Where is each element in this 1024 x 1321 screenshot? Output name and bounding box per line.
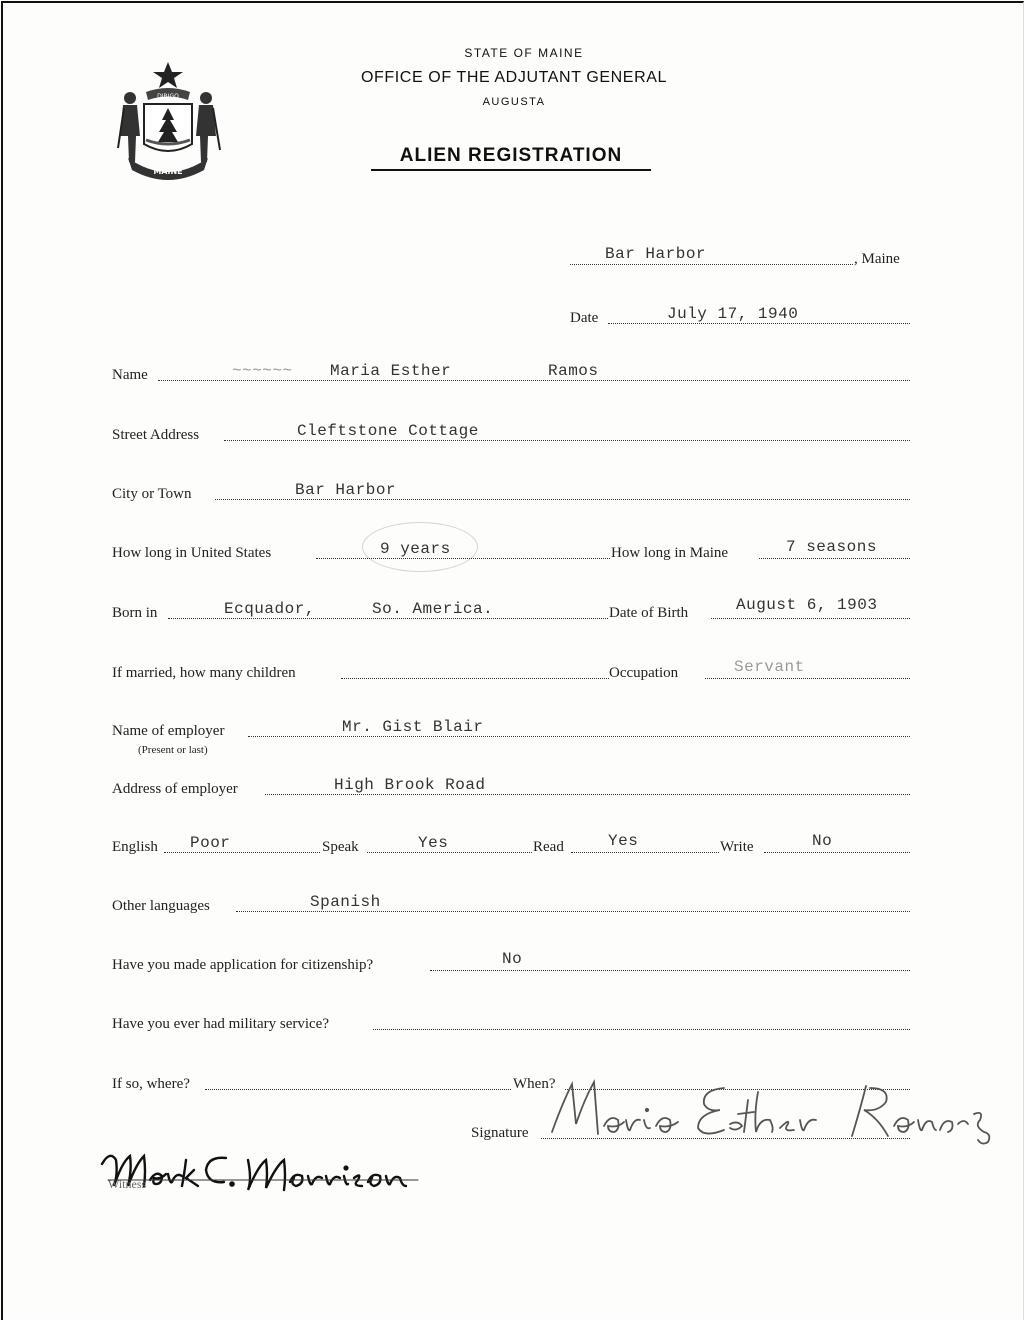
read-value: Yes [608,832,639,850]
english-row [112,826,910,856]
english-value: Poor [190,834,231,852]
how-long-us-value: 9 years [380,540,451,558]
name-row [112,354,910,384]
surname-value: Ramos [548,362,599,380]
employer-sublabel: (Present or last) [138,744,208,756]
employer-address-label: Address of employer [112,781,238,797]
witness-label: Witness [108,1177,147,1191]
occupation-value: Servant [734,658,805,676]
speak-value: Yes [418,834,449,852]
city-row [112,473,910,503]
dob-value: August 6, 1903 [736,596,878,614]
employer-address-value: High Brook Road [334,776,486,794]
write-label: Write [720,839,754,855]
svg-text:DIRIGO: DIRIGO [157,93,179,100]
name-value: Maria Esther [330,362,452,380]
citizenship-label: Have you made application for citizenship? [112,957,374,973]
children-label: If married, how many children [112,665,296,681]
employer-row [112,710,910,756]
occupation-label: Occupation [609,665,679,681]
name-label: Name [112,367,148,383]
street-value: Cleftstone Cottage [297,422,479,440]
header-state: STATE OF MAINE [464,46,584,60]
form-title: ALIEN REGISTRATION [371,145,651,171]
speak-label: Speak [322,839,359,855]
street-label: Street Address [112,427,200,443]
birth-row [112,592,910,622]
location-suffix: , Maine [854,251,900,267]
children-row [112,652,910,682]
born-in-value-region: So. America. [372,600,494,618]
write-value: No [812,832,833,850]
other-languages-value: Spanish [310,893,381,911]
name-struck-text: ~~~~~~ [232,362,293,380]
date-label: Date [570,310,599,326]
employer-label: Name of employer [112,723,225,739]
military-label: Have you ever had military service? [112,1016,329,1032]
header-city: AUGUSTA [482,96,546,108]
svg-text:MAINE: MAINE [153,167,183,176]
other-languages-label: Other languages [112,898,210,914]
born-in-value: Ecquador, [224,600,315,618]
duration-row [112,532,910,562]
city-label: City or Town [112,486,192,502]
how-long-us-label: How long in United States [112,545,272,561]
city-value: Bar Harbor [295,481,397,499]
read-label: Read [533,839,564,855]
employer-value: Mr. Gist Blair [342,718,484,736]
born-in-label: Born in [112,605,158,621]
street-row [112,414,910,444]
other-languages-row [112,885,910,915]
location-value: Bar Harbor [605,245,707,263]
applicant-signature [548,1074,1024,1164]
employer-address-row [112,768,910,798]
when-label: When? [513,1076,556,1092]
english-label: English [112,839,158,855]
citizenship-value: No [502,950,523,968]
date-row [570,297,910,327]
header-office: OFFICE OF THE ADJUTANT GENERAL [360,69,668,86]
witness-signature [98,1140,508,1202]
how-long-maine-value: 7 seasons [786,538,877,556]
signature-label: Signature [471,1125,529,1141]
date-value: July 17, 1940 [667,305,799,323]
how-long-maine-label: How long in Maine [611,545,729,561]
where-label: If so, where? [112,1076,190,1092]
citizenship-row [112,944,910,974]
location-row [560,238,920,268]
dob-label: Date of Birth [609,605,689,621]
military-row [112,1003,910,1033]
